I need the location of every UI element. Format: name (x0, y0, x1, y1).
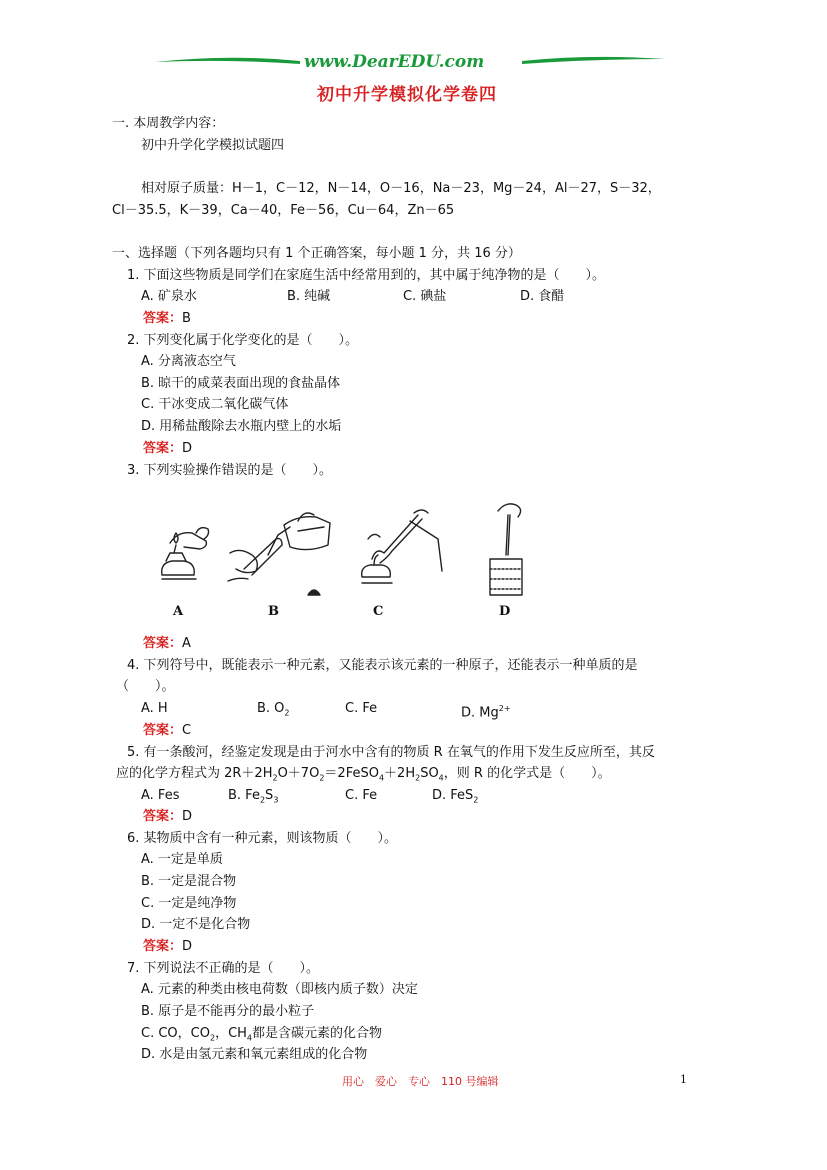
question-2-option-d: D. 用稀盐酸除去水瓶内壁上的水垢 (141, 419, 342, 434)
intro-heading: 一. 本周教学内容： (112, 116, 225, 131)
question-1-option-d: D. 食醋 (520, 289, 565, 304)
question-4-option-d: D. $Mg^{2+}$ (461, 704, 511, 721)
answer-label: 答案： (143, 441, 183, 456)
answer-value: B (182, 311, 191, 326)
question-5-equation-line: 应的化学方程式为 $2R+2H_2O+7O_2=2FeSO_4+2H_2SO_4$，则 R 的化学式是（ ）。 (116, 766, 611, 783)
question-1-option-c: C. 碘盐 (403, 289, 447, 304)
question-6-option-b: B. 一定是混合物 (141, 874, 237, 889)
question-3-stem: 3. 下列实验操作错误的是（ ）。 (127, 463, 333, 478)
question-6-answer (143, 937, 192, 957)
answer-label: 答案： (143, 723, 183, 738)
answer-label: 答案： (143, 809, 183, 824)
question-5-option-c: C. Fe (345, 788, 378, 803)
question-1-stem: 1. 下面这些物质是同学们在家庭生活中经常用到的，其中属于纯净物的是（ ）。 (127, 268, 606, 283)
question-5-option-b: B. $Fe_2S_3$ (228, 788, 279, 805)
question-7-option-b: B. 原子是不能再分的最小粒子 (141, 1004, 315, 1019)
question-7-option-c: C. CO，$CO_2$，$CH_4$都是含碳元素的化合物 (141, 1026, 383, 1043)
answer-value: D (182, 939, 193, 954)
question-7-option-a: A. 元素的种类由核电荷数（即核内质子数）决定 (141, 982, 418, 997)
question-5-option-d: D. FeS$_2$ (432, 788, 479, 805)
figure-label-b: B (268, 604, 279, 619)
figure-label-d: D (499, 604, 511, 619)
answer-value: C (182, 723, 192, 738)
question-6-option-c: C. 一定是纯净物 (141, 896, 237, 911)
question-2-stem: 2. 下列变化属于化学变化的是（ ）。 (127, 333, 359, 348)
question-7-option-d: D. 水是由氢元素和氧元素组成的化合物 (141, 1047, 368, 1062)
question-5-stem-line1: 5. 有一条酸河，经鉴定发现是由于河水中含有的物质 R 在氧气的作用下发生反应所至，其反 (127, 745, 655, 760)
question-5-option-a: A. Fes (141, 788, 180, 803)
footer-text: 用心 爱心 专心 110 号编辑 (342, 1075, 499, 1088)
question-4-answer (143, 721, 191, 741)
question-3-answer (143, 634, 191, 654)
answer-value: D (182, 441, 193, 456)
question-2-option-a: A. 分离液态空气 (141, 354, 236, 369)
figure-b-heating-drawing (228, 513, 330, 595)
lab-operations-figure (148, 495, 548, 600)
site-url: www.DearEDU.com (304, 52, 485, 72)
question-4-option-a: A. H (141, 701, 168, 716)
question-2-option-c: C. 干冰变成二氧化碳气体 (141, 397, 289, 412)
page-number: 1 (680, 1073, 687, 1086)
question-6-option-d: D. 一定不是化合物 (141, 917, 251, 932)
figure-label-c: C (373, 604, 384, 619)
question-1-option-a: A. 矿泉水 (141, 289, 197, 304)
figure-c-heating-drawing (362, 510, 442, 583)
answer-value: A (182, 636, 191, 651)
question-7-stem: 7. 下列说法不正确的是（ ）。 (127, 961, 320, 976)
question-6-option-a: A. 一定是单质 (141, 852, 223, 867)
answer-value: D (182, 809, 193, 824)
section-heading: 一、选择题（下列各题均只有 1 个正确答案，每小题 1 分，共 16 分） (112, 246, 521, 261)
answer-label: 答案： (143, 311, 183, 326)
question-4-option-c: C. Fe (345, 701, 378, 716)
question-1-option-b: B. 纯碱 (287, 289, 331, 304)
question-2-option-b: B. 晾干的咸菜表面出现的食盐晶体 (141, 376, 341, 391)
atomic-masses-line2: Cl－35.5，K－39，Ca－40，Fe－56，Cu－64，Zn－65 (112, 203, 455, 218)
intro-content: 初中升学化学模拟试题四 (141, 138, 285, 153)
question-4-stem-line2: （ ）。 (116, 679, 175, 694)
question-4-option-b: B. $O_2$ (257, 701, 290, 718)
figure-a-lamp-drawing (162, 528, 209, 579)
answer-label: 答案： (143, 636, 183, 651)
question-1-answer (143, 309, 191, 329)
question-6-stem: 6. 某物质中含有一种元素，则该物质（ ）。 (127, 831, 398, 846)
atomic-masses-line1: 相对原子质量：H－1，C－12，N－14，O－16，Na－23，Mg－24，Al－27，S－32， (141, 181, 661, 196)
answer-label: 答案： (143, 939, 183, 954)
page-title: 初中升学模拟化学卷四 (317, 85, 497, 105)
question-2-answer (143, 439, 192, 459)
question-4-stem-line1: 4. 下列符号中，既能表示一种元素，又能表示该元素的一种原子，还能表示一种单质的是 (127, 658, 638, 673)
figure-d-dropper-drawing (490, 504, 522, 595)
question-5-answer (143, 807, 192, 827)
figure-label-a: A (173, 604, 184, 619)
